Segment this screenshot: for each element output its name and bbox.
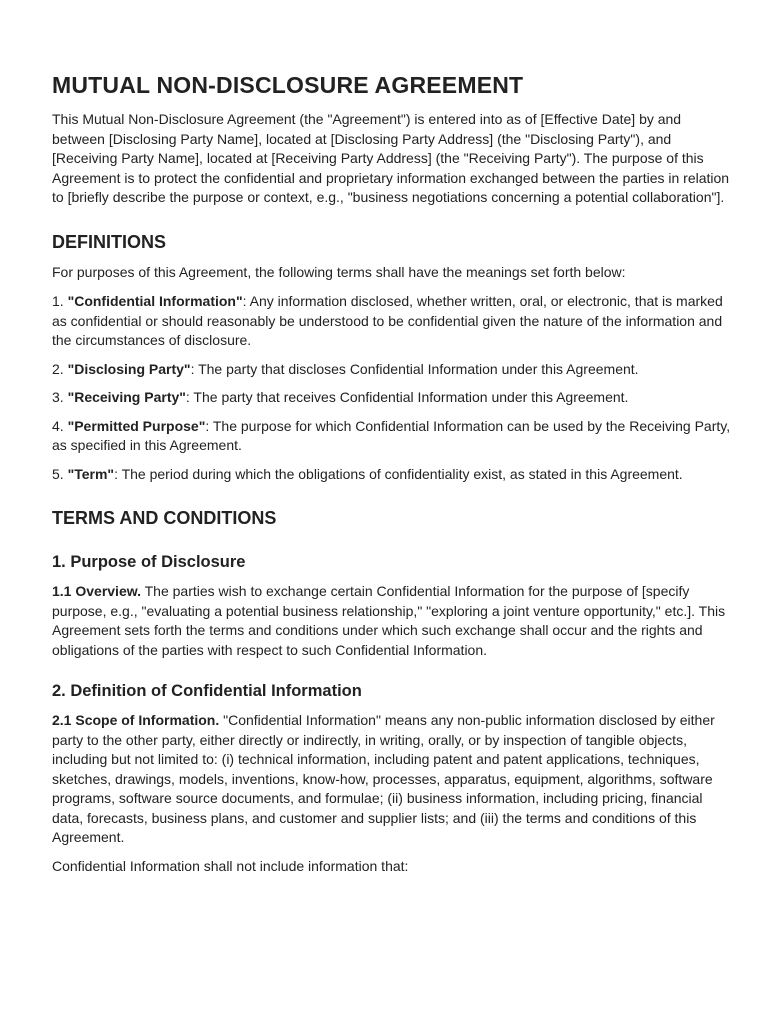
section-1-paragraph: 1.1 Overview. The parties wish to exchange certain Confidential Information for the purpose of [specify purpose, e.g., "evaluating a potential business relationship," "exploring a joint venture opportunity," etc.]. This Agreement sets forth the terms and conditions under which such exchange shall occur and the rights and obligations of the parties with respect to such Confidential Information.	[52, 583, 726, 658]
section-2-heading: 2. Definition of Confidential Information	[52, 682, 362, 700]
document-title: MUTUAL NON-DISCLOSURE AGREEMENT	[52, 72, 524, 98]
definition-term: "Confidential Information"	[67, 293, 243, 309]
definition-term: "Receiving Party"	[67, 389, 186, 405]
section-1-heading: 1. Purpose of Disclosure	[52, 553, 246, 571]
definition-term: "Permitted Purpose"	[67, 417, 206, 434]
document-page	[52, 70, 732, 876]
clause-label: 1.1 Overview.	[52, 583, 141, 599]
definitions-lead: For purposes of this Agreement, the following terms shall have the meanings set forth below:	[52, 263, 626, 280]
definition-item: 3. "Receiving Party": The party that receives Confidential Information under this Agreement.	[52, 389, 629, 405]
definition-item: 5. "Term": The period during which the obligations of confidentiality exist, as stated in this Agreement.	[52, 465, 683, 482]
exclusions-lead: Confidential Information shall not include information that:	[52, 857, 409, 874]
definition-item: 4. "Permitted Purpose": The purpose for which Confidential Information can be used by the Receiving Party, as specified in this Agreement.	[52, 417, 731, 453]
definition-item: 2. "Disclosing Party": The party that discloses Confidential Information under this Agreement.	[52, 360, 639, 377]
definitions-heading: DEFINITIONS	[52, 231, 167, 252]
terms-heading: TERMS AND CONDITIONS	[52, 508, 277, 528]
definition-term: "Disclosing Party"	[67, 360, 191, 377]
section-2-paragraph: 2.1 Scope of Information. "Confidential Information" means any non-public information disclosed by either party to the other party, either directly or indirectly, in writing, orally, or by inspection of tangible objects, including but not limited to: (i) technical information, including patent and patent applications, techniques, sketches, drawings, models, inventions, know-how, processes, apparatus, equipment, algorithms, software programs, software source documents, and formulae; (ii) business information, including pricing, financial data, forecasts, business plans, and customer and supplier lists; and (iii) the terms and conditions of this Agreement.	[52, 712, 715, 845]
definition-item: 1. "Confidential Information": Any information disclosed, whether written, oral, or electronic, that is marked as confidential or should reasonably be understood to be confidential given the nature of the information and the circumstances of disclosure.	[52, 293, 723, 348]
clause-label: 2.1 Scope of Information.	[52, 712, 220, 728]
intro-paragraph: This Mutual Non-Disclosure Agreement (the "Agreement") is entered into as of [Effective Date] by and between [Disclosing Party Name], located at [Disclosing Party Address] (the "Disclosing Party"), and [Receiving Party Name], located at [Receiving Party Address] (the "Receiving Party"). The purpose of this Agreement is to protect the confidential and proprietary information exchanged between the parties in relation to [briefly describe the purpose or context, e.g., "business negotiations concerning a potential collaboration"].	[52, 111, 730, 205]
definition-term: "Term"	[67, 465, 115, 482]
